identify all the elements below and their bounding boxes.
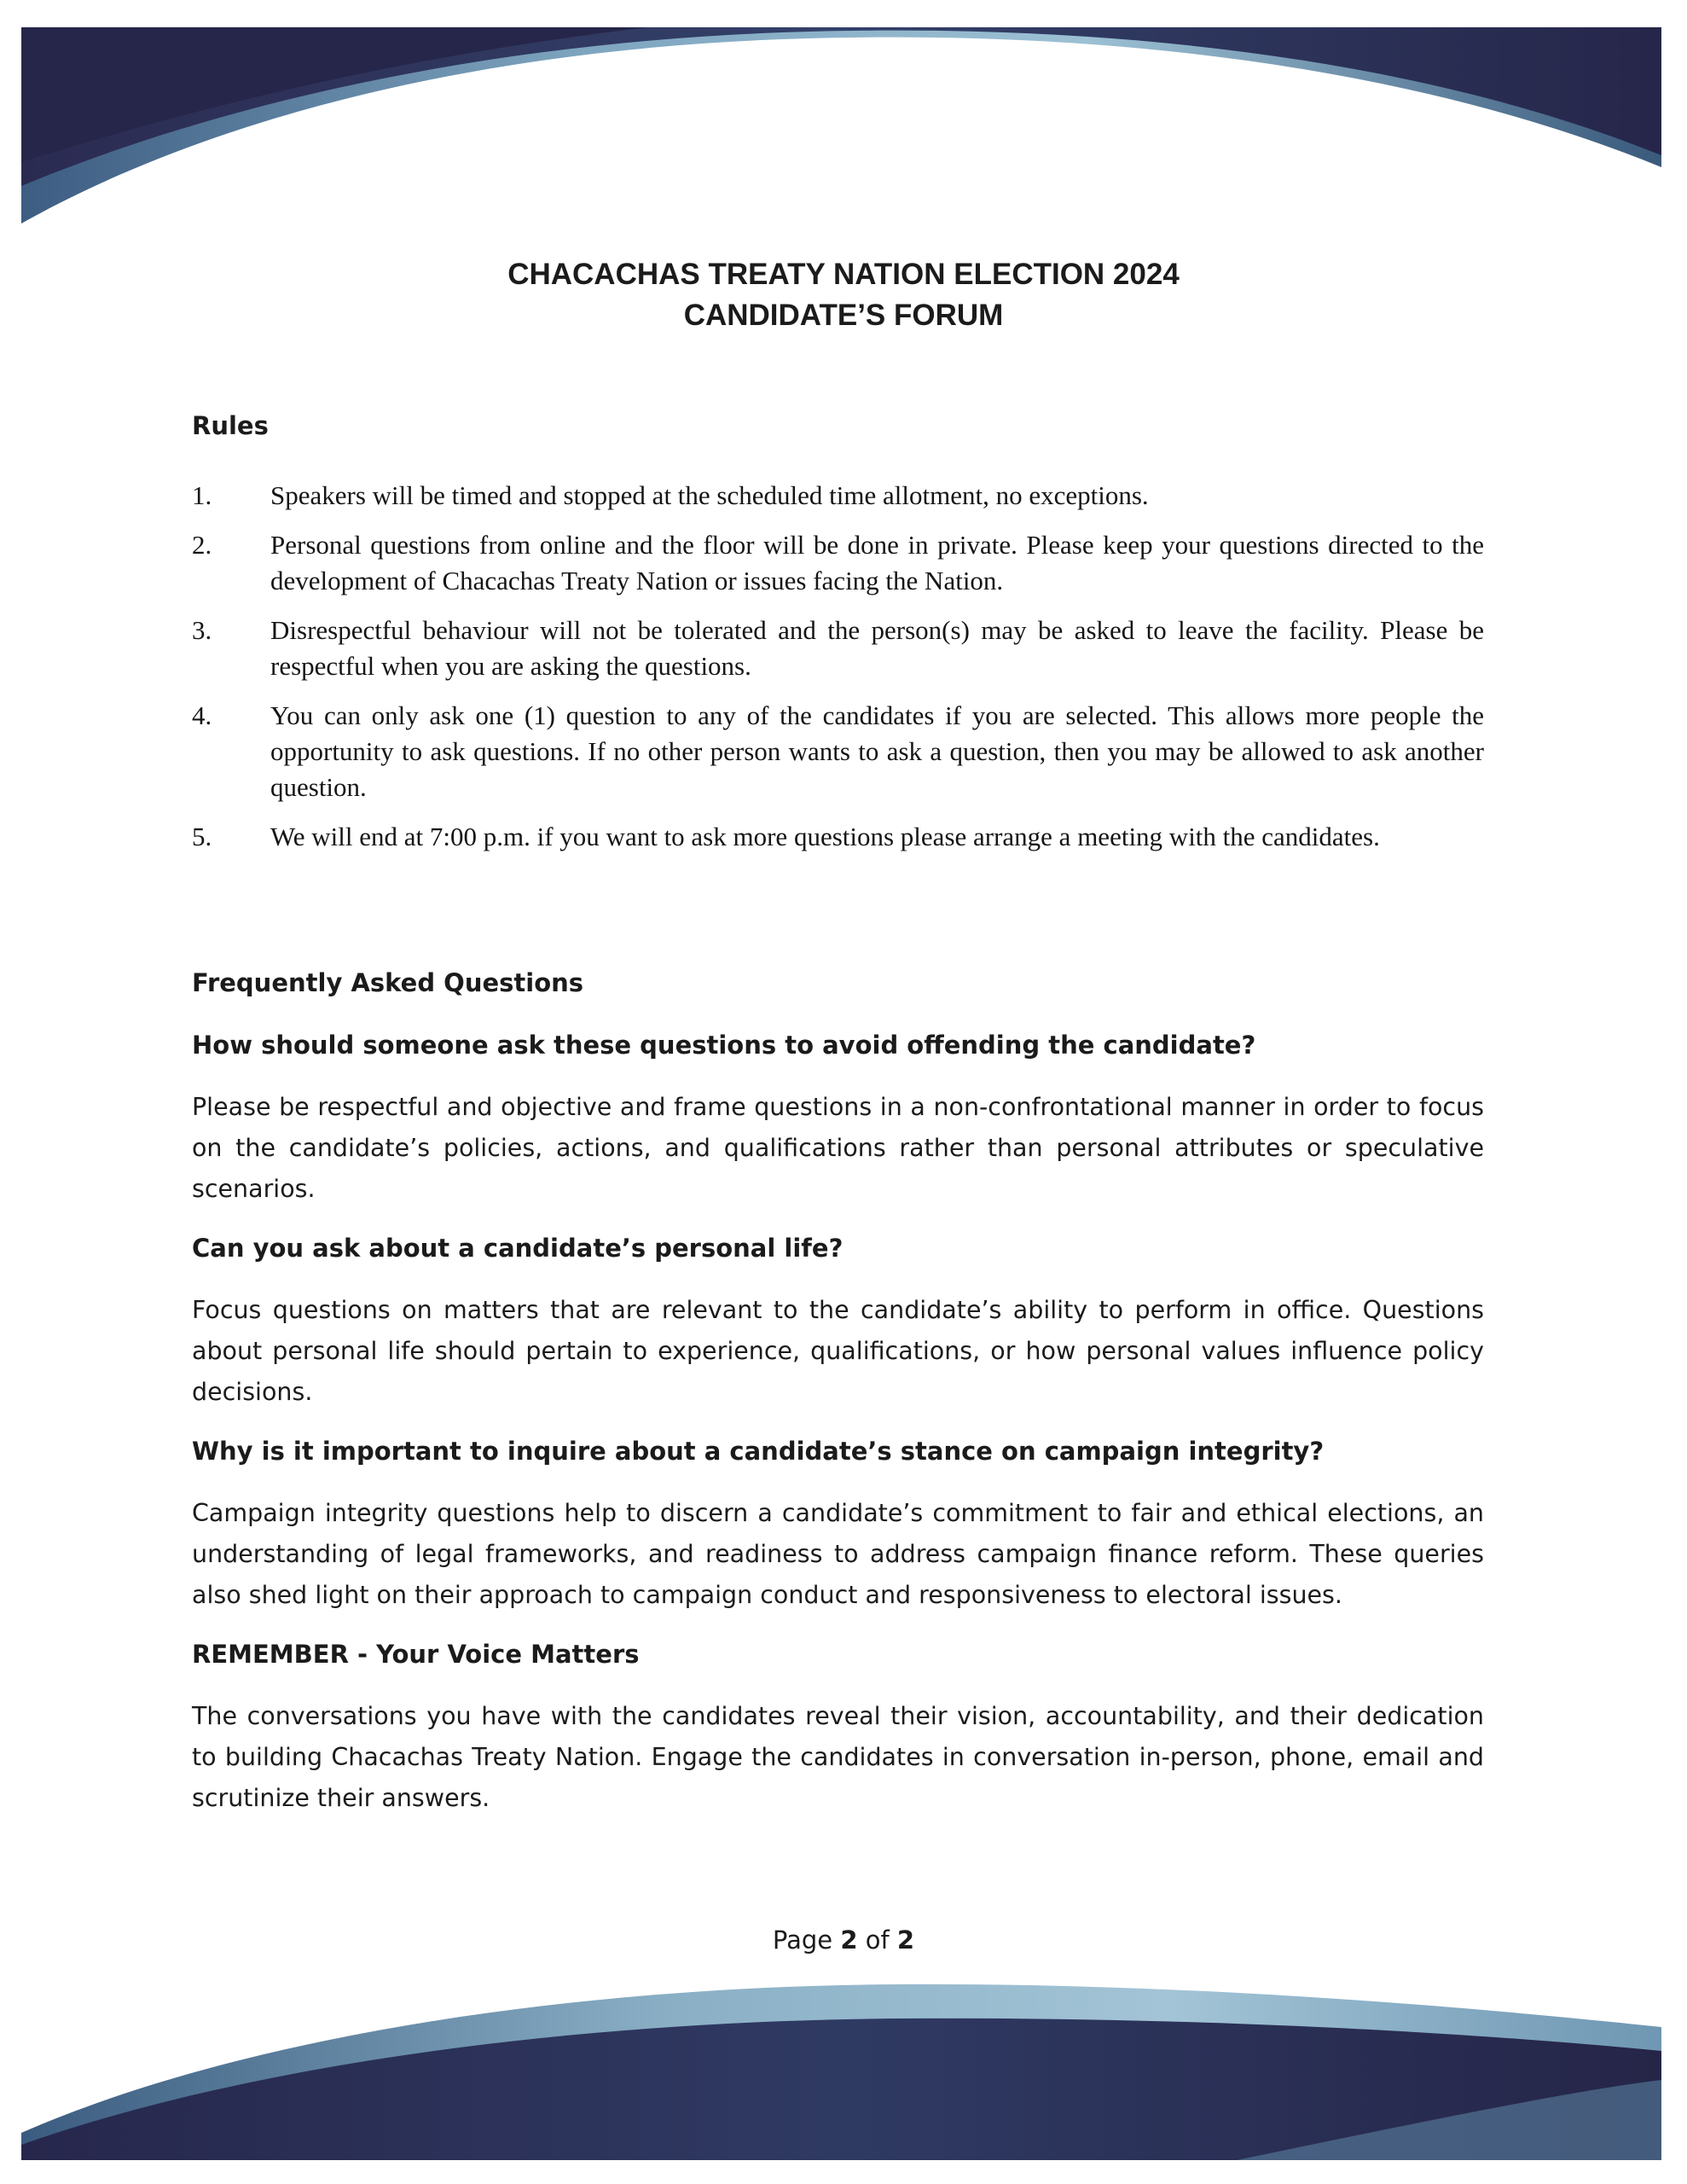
bottom-banner-swoosh [0, 1937, 1687, 2184]
title-line-1: CHACACHAS TREATY NATION ELECTION 2024 [507, 258, 1180, 291]
rule-number: 3. [192, 615, 212, 645]
faq-question-3: Why is it important to inquire about a candidate’s stance on campaign integrity? [192, 1437, 1325, 1466]
faq-question-2: Can you ask about a candidate’s personal life? [192, 1234, 844, 1263]
rule-text: Personal questions from online and the floor will be done in private. Please keep your questions directed to the development of Chacachas Treaty Nation or issues facing the Nation. [270, 530, 1484, 595]
rule-item [192, 819, 1484, 855]
top-banner-swoosh [0, 0, 1687, 247]
rule-text: Speakers will be timed and stopped at the scheduled time allotment, no exceptions. [270, 480, 1149, 510]
title-line-2: CANDIDATE’S FORUM [683, 299, 1004, 332]
rule-item [192, 527, 1484, 599]
faq-answer-3: Campaign integrity questions help to discern a candidate’s commitment to fair and ethical elections, an understanding of legal frameworks, and readiness to address campaign finance reform. These queries also shed light on their approach to campaign conduct and responsiveness to electoral issues. [192, 1499, 1484, 1609]
rule-item [192, 698, 1484, 805]
page-label: Page [772, 1926, 833, 1955]
remember-heading: REMEMBER - Your Voice Matters [192, 1640, 640, 1669]
rule-number: 5. [192, 822, 212, 851]
faq-answer-2: Focus questions on matters that are relevant to the candidate’s ability to perform in office. Questions about personal life should pertain to experience, qualifications, or how personal values influence policy decisions. [192, 1296, 1484, 1406]
rule-number: 2. [192, 530, 212, 560]
rule-item [192, 478, 1484, 514]
faq-answer-1: Please be respectful and objective and frame questions in a non-confrontational manner in order to focus on the candidate’s policies, actions, and qualifications rather than personal attributes or speculative scenarios. [192, 1093, 1484, 1203]
rule-text: Disrespectful behaviour will not be tolerated and the person(s) may be asked to leave the facility. Please be respectful when you are asking the questions. [270, 615, 1484, 681]
document-title [0, 254, 1687, 336]
page-of-label: of [865, 1926, 890, 1955]
rule-item [192, 613, 1484, 684]
rules-heading: Rules [192, 411, 269, 440]
faq-heading: Frequently Asked Questions [192, 968, 584, 997]
rule-text: We will end at 7:00 p.m. if you want to ask more questions please arrange a meeting with the candidates. [270, 822, 1380, 851]
remember-text: The conversations you have with the candidates reveal their vision, accountability, and their dedication to building Chacachas Treaty Nation. Engage the candidates in conversation in-person, phone, email and scrutinize their answers. [192, 1702, 1484, 1812]
rule-number: 4. [192, 700, 212, 730]
rule-number: 1. [192, 480, 212, 510]
faq-question-1: How should someone ask these questions to avoid offending the candidate? [192, 1031, 1256, 1060]
page-current: 2 [840, 1926, 858, 1955]
page-total: 2 [896, 1926, 915, 1955]
rule-text: You can only ask one (1) question to any of the candidates if you are selected. This allows more people the opportunity to ask questions. If no other person wants to ask a question, then you may be allowed to ask another question. [270, 700, 1484, 802]
rules-list [192, 478, 1484, 868]
